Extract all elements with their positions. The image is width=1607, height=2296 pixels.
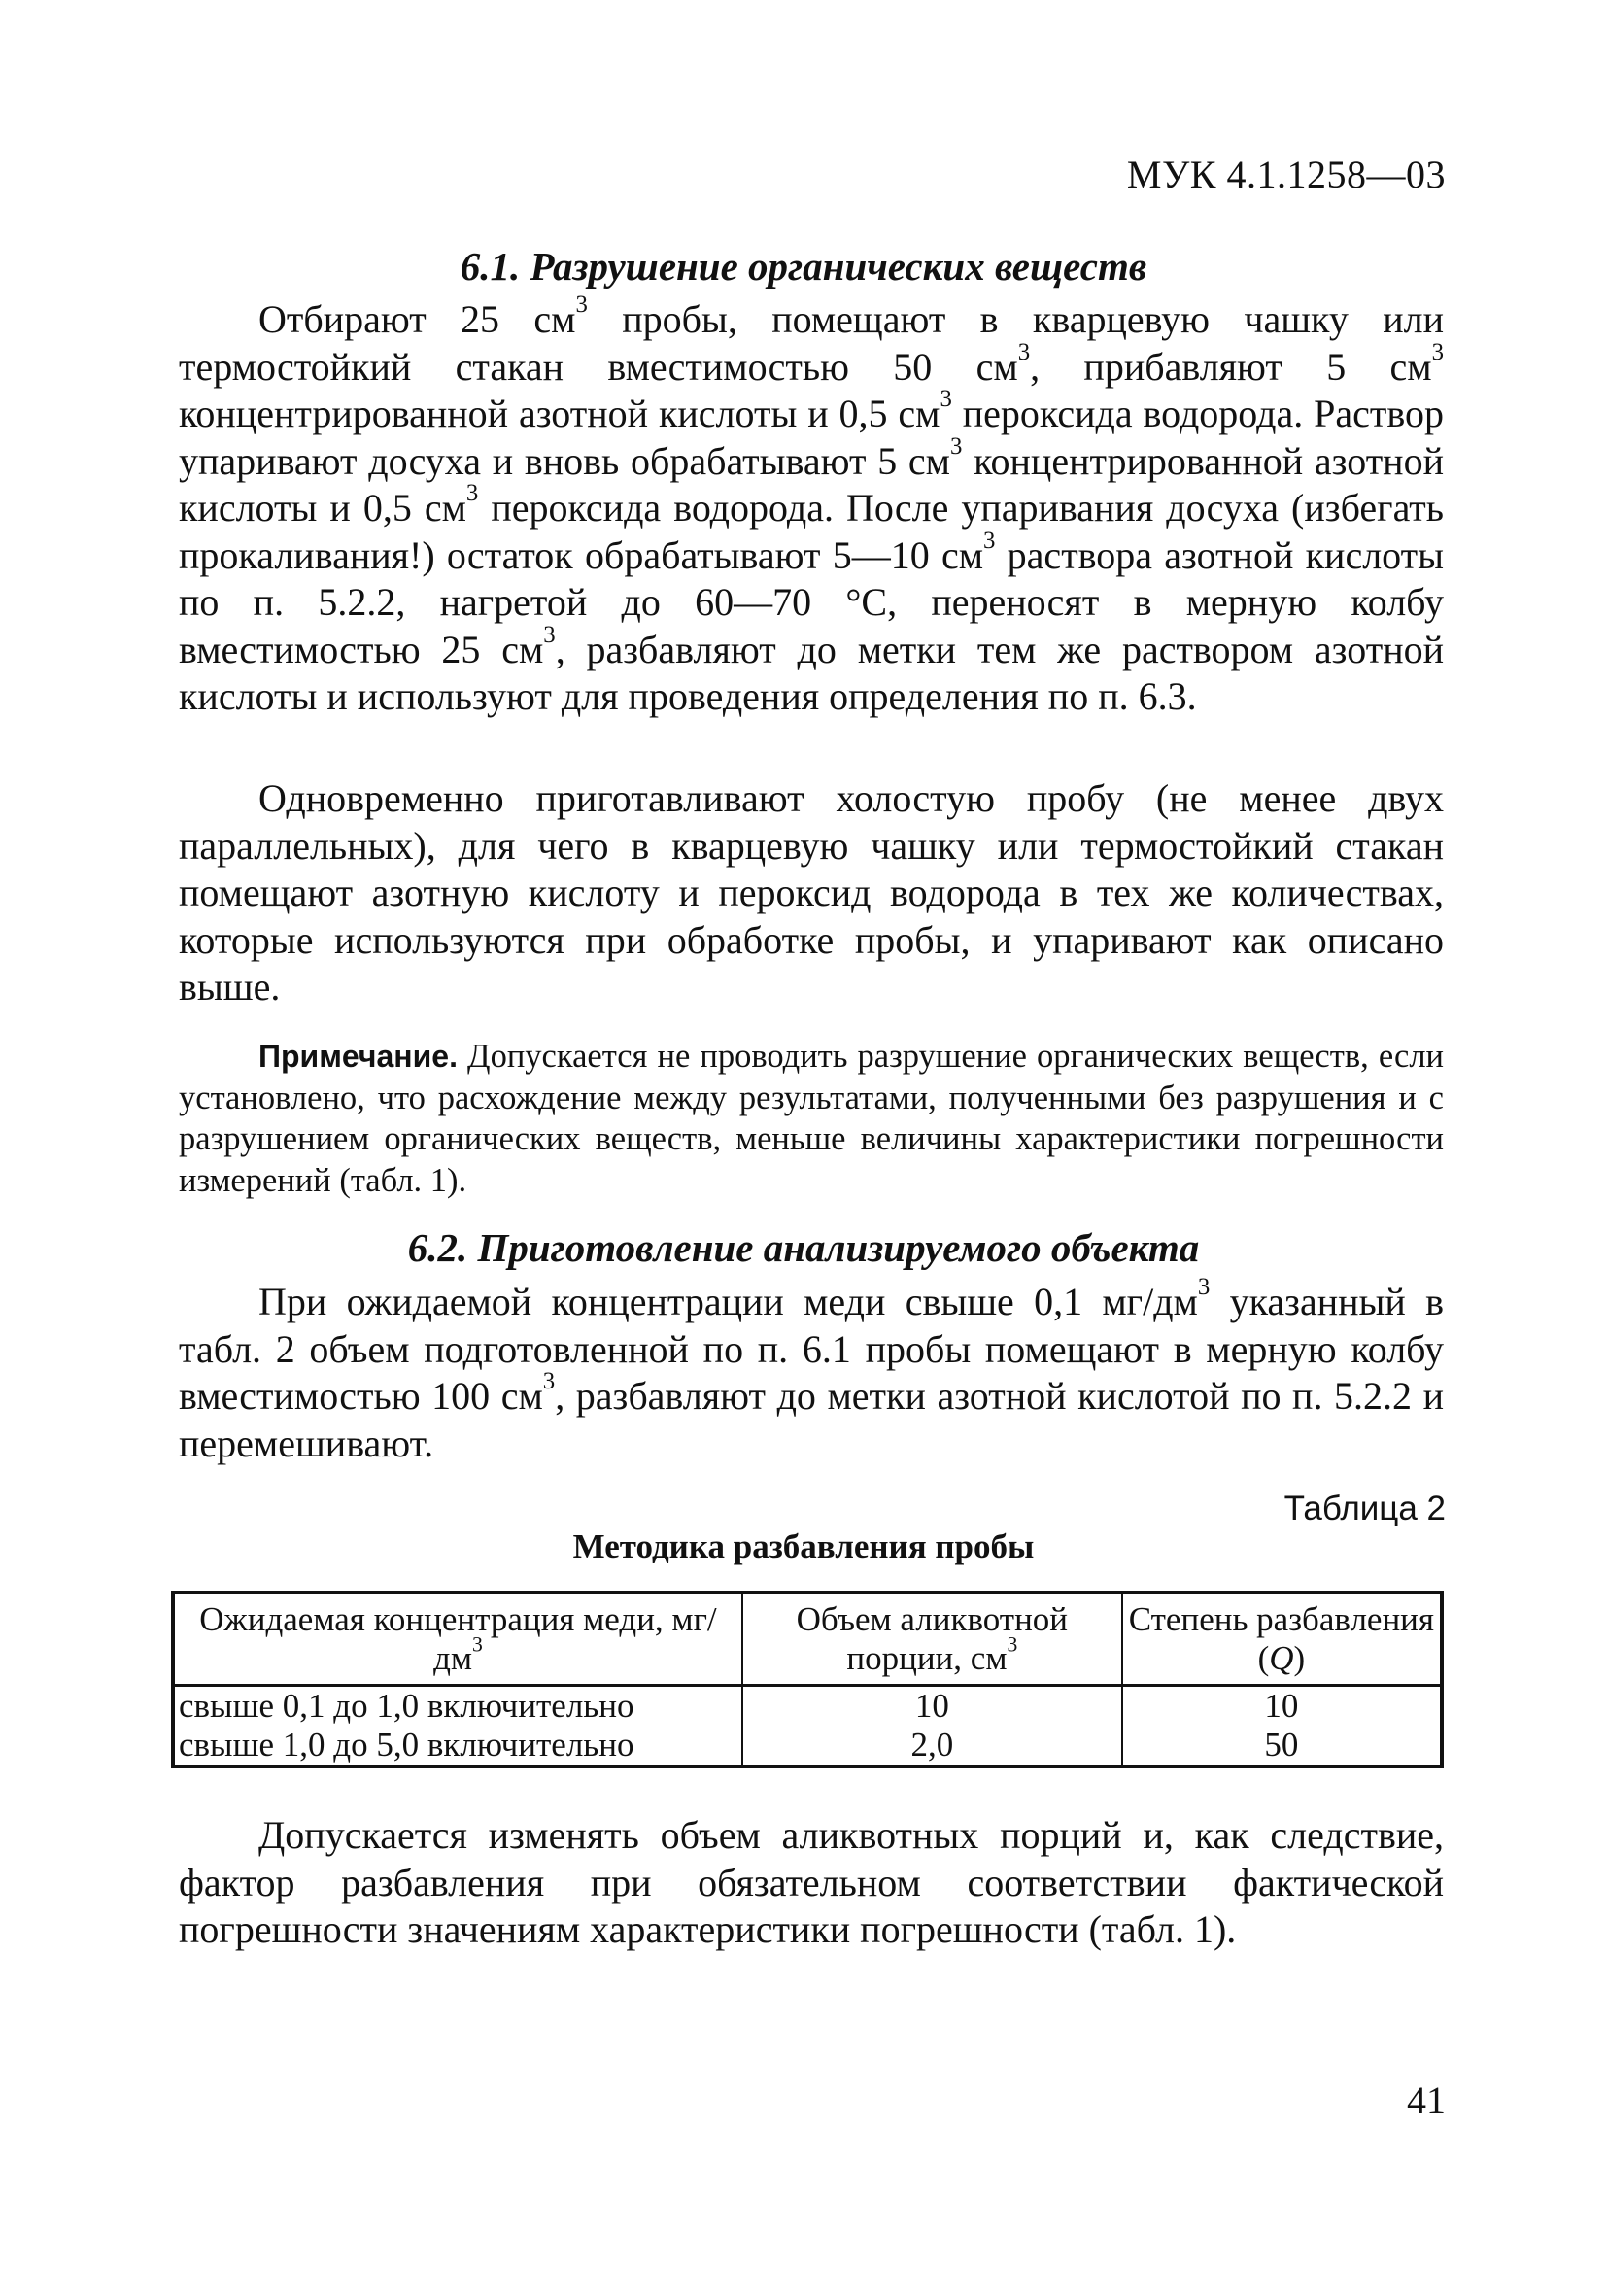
note-block (179, 1036, 1444, 1201)
paragraph-sample-digestion: Отбирают 25 $см^3$ пробы, помещают в кварцевую чашку или термостойкий стакан вместимостью 50 $см^3$, прибавляют 5 $см^3$ концентрированной азотной кислоты и 0,5 $см^3$ пероксида водорода. Раствор упаривают досуха и вновь обрабатывают 5 $см^3$ концентрированной азотной кислоты и 0,5 $см^3$ пероксида водорода. После упаривания досуха (избегать прокаливания!) остаток обрабатывают 5—10 $см^3$ раствора азотной кислоты по п. 5.2.2, нагретой до 60—70 °С, переносят в мерную колбу вместимостью 25 $см^3$, разбавляют до метки тем же раствором азотной кислоты и используют для проведения определения по п. 6.3. (179, 291, 1445, 718)
cell-dilution: 50 (1122, 1726, 1442, 1766)
header-aliquot: Объем аликвотной порции, $см^3$ (742, 1593, 1122, 1686)
section-title-6-1: 6.1. Разрушение органических веществ (460, 244, 1147, 289)
cell-concentration: свыше 0,1 до 1,0 включительно (173, 1686, 742, 1727)
paragraph-sample-preparation: При ожидаемой концентрации меди свыше 0,1 $мг/дм^3$ указанный в табл. 2 объем подготовленной по п. 6.1 пробы помещают в мерную колбу вместимостью 100 $см^3$, разбавляют до метки азотной кислотой по п. 5.2.2 и перемешивают. (179, 1273, 1444, 1465)
paragraph-blank-sample: Одновременно приготавливают холостую пробу (не менее двух параллельных), для чего в кварцевую чашку или термостойкий стакан помещают азотную кислоту и пероксид водорода в тех же количествах, которые используются при обработке пробы, и упаривают как описано выше. (179, 776, 1444, 1009)
table-label: Таблица 2 (1283, 1490, 1446, 1527)
section-title-6-2: 6.2. Приготовление анализируемого объекта (407, 1225, 1200, 1270)
cell-aliquot: 10 (742, 1686, 1122, 1727)
cell-aliquot: 2,0 (742, 1726, 1122, 1766)
header-dilution: Степень разбавления (Q) (1122, 1593, 1442, 1686)
cell-dilution: 10 (1122, 1686, 1442, 1727)
table-header-row (173, 1593, 1442, 1686)
note-text: Допускается не проводить разрушение органических веществ, если установлено, что расхождение между результатами, полученными без разрушения и с разрушением органических веществ, меньше величины характеристики погрешности измерений (табл. 1). (179, 1038, 1444, 1199)
page-number: 41 (1407, 2078, 1446, 2122)
paragraph-aliquot-note: Допускается изменять объем аликвотных порций и, как следствие, фактор разбавления при обязательном соответствии фактической погрешности значениям характеристики погрешности (табл. 1). (179, 1813, 1444, 1951)
document-code: МУК 4.1.1258—03 (1126, 153, 1446, 196)
header-concentration: Ожидаемая концентрация меди, $мг/дм^3$ (173, 1593, 742, 1686)
table-row (173, 1686, 1442, 1727)
table-caption: Методика разбавления пробы (572, 1527, 1035, 1565)
note-label: Примечание. (258, 1039, 458, 1074)
dilution-table (171, 1591, 1444, 1768)
table-row (173, 1726, 1442, 1766)
cell-concentration: свыше 1,0 до 5,0 включительно (173, 1726, 742, 1766)
